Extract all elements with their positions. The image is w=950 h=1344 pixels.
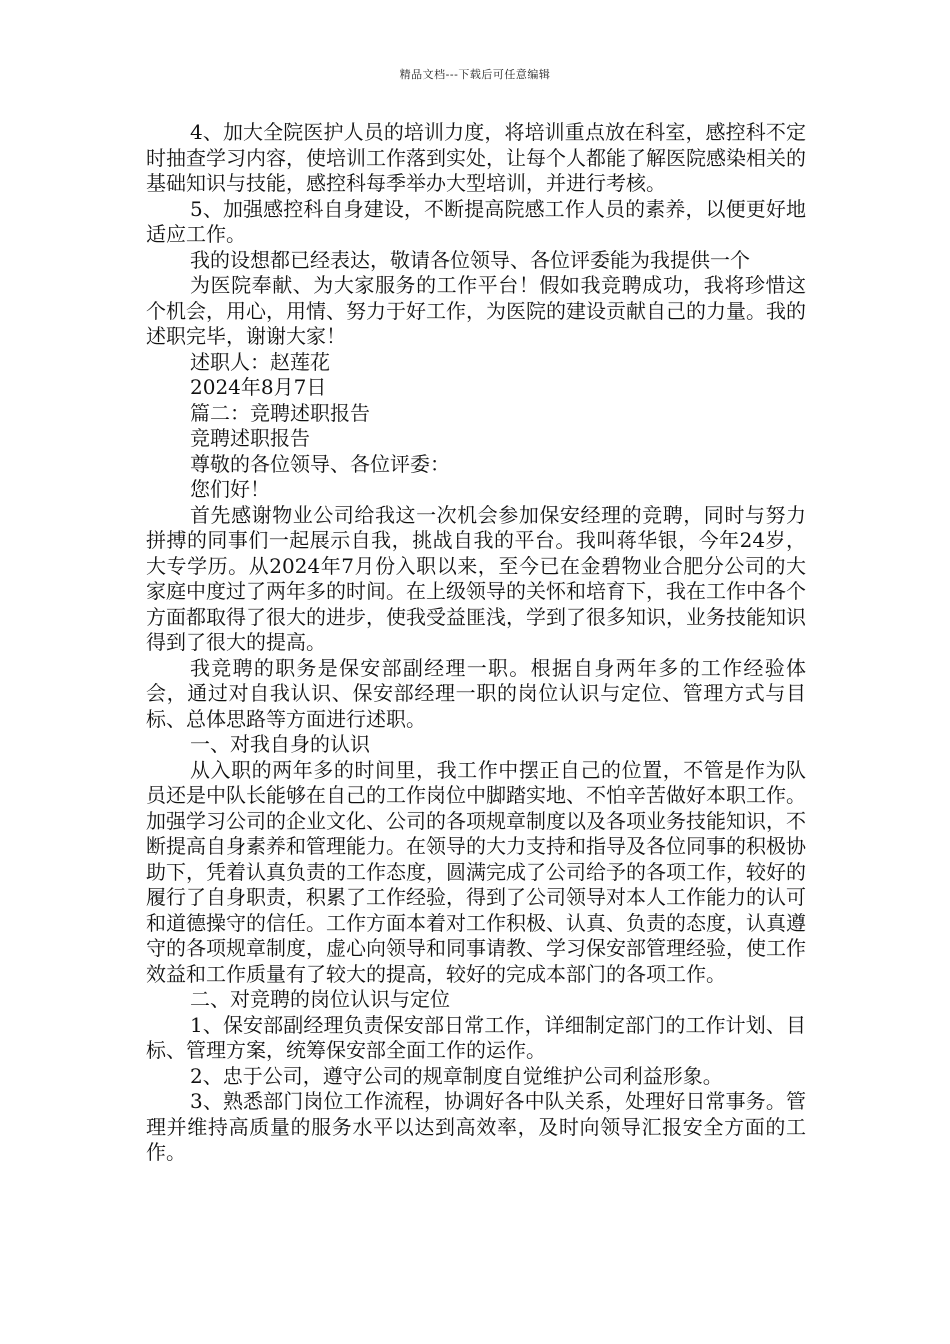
paragraph: 我的设想都已经表达，敬请各位领导、各位评委能为我提供一个	[190, 247, 750, 272]
signature-line: 述职人：赵莲花	[190, 349, 330, 374]
document-body	[146, 120, 806, 1166]
salutation: 尊敬的各位领导、各位评委：	[190, 451, 450, 476]
paragraph: 我竞聘的职务是保安部副经理一职。根据自身两年多的工作经验体会，通过对自我认识、保安部经理一职的岗位认识与定位、管理方式与目标、总体思路等方面进行述职。	[146, 655, 806, 731]
paragraph: 首先感谢物业公司给我这一次机会参加保安经理的竞聘，同时与努力拼搏的同事们一起展示自我，挑战自我的平台。我叫蒋华银，今年24岁，大专学历。从2024年7月份入职以来，至今已在金碧物业合肥分公司的大家庭中度过了两年多的时间。在上级领导的关怀和培育下，我在工作中各个方面都取得了很大的进步，使我受益匪浅，学到了很多知识，业务技能知识得到了很大的提高。	[146, 502, 806, 654]
greeting: 您们好！	[190, 477, 270, 501]
paragraph: 5、加强感控科自身建设，不断提高院感工作人员的素养，以便更好地适应工作。	[146, 196, 806, 246]
heading: 一、对我自身的认识	[190, 732, 370, 756]
paragraph: 4、加大全院医护人员的培训力度，将培训重点放在科室，感控科不定时抽查学习内容，使培训工作落到实处，让每个人都能了解医院感染相关的基础知识与技能，感控科每季举办大型培训，并进行考核。	[146, 120, 806, 195]
list-item: 3、熟悉部门岗位工作流程，协调好各中队关系，处理好日常事务。管理并维持高质量的服务水平以达到高效率，及时向领导汇报安全方面的工作。	[146, 1089, 806, 1164]
list-item: 2、忠于公司，遵守公司的规章制度自觉维护公司利益形象。	[190, 1063, 723, 1088]
list-item: 1、保安部副经理负责保安部日常工作，详细制定部门的工作计划、目标、管理方案，统筹保安部全面工作的运作。	[146, 1012, 806, 1062]
report-title: 竞聘述职报告	[190, 426, 310, 450]
date-line: 2024年8月7日	[190, 375, 327, 399]
section-title: 篇二：竞聘述职报告	[190, 400, 370, 425]
heading: 二、对竞聘的岗位认识与定位	[190, 987, 450, 1011]
paragraph: 从入职的两年多的时间里，我工作中摆正自己的位置，不管是作为队员还是中队长能够在自己的工作岗位中脚踏实地、不怕辛苦做好本职工作。加强学习公司的企业文化、公司的各项规章制度以及各项业务技能知识，不断提高自身素养和管理能力。在领导的大力支持和指导及各位同事的积极协助下，凭着认真负责的工作态度，圆满完成了公司给予的各项工作，较好的履行了自身职责，积累了工作经验，得到了公司领导对本人工作能力的认可和道德操守的信任。工作方面本着对工作积极、认真、负责的态度，认真遵守的各项规章制度，虚心向领导和同事请教、学习保安部管理经验，使工作效益和工作质量有了较大的提高，较好的完成本部门的各项工作。	[146, 757, 806, 986]
paragraph: 为医院奉献、为大家服务的工作平台！假如我竞聘成功，我将珍惜这个机会，用心，用情、努力于好工作，为医院的建设贡献自己的力量。我的述职完毕，谢谢大家！	[146, 273, 806, 348]
page-header: 精品文档---下载后可任意编辑	[399, 68, 551, 81]
